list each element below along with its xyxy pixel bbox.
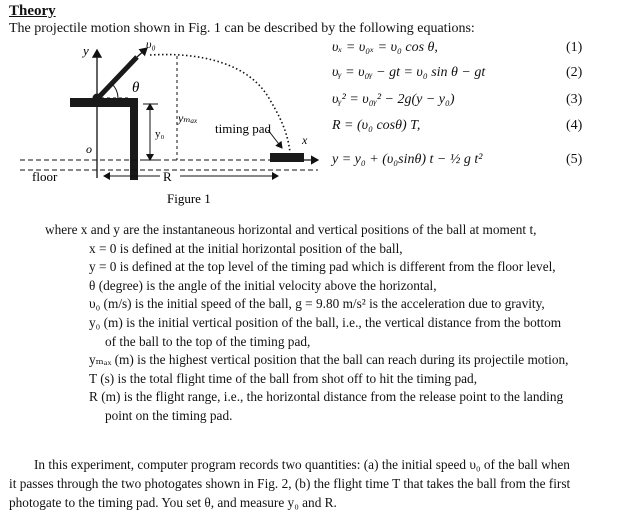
label-R: R	[163, 169, 172, 184]
label-ymax: yₘₐₓ	[178, 111, 198, 125]
equation-2: υᵧ = υ₀ᵧ − gt = υ₀ sin θ − gt	[332, 65, 486, 80]
timing-pad	[270, 153, 304, 162]
label-timing-pad: timing pad	[215, 121, 271, 136]
equation-1-number: (1)	[566, 40, 583, 55]
figure-caption: Figure 1	[167, 191, 211, 206]
equation-3-number: (3)	[566, 92, 583, 107]
definition-intro: where x and y are the instantaneous horizontal and vertical positions of the ball at moment t,	[45, 222, 537, 237]
label-x: x	[302, 133, 308, 147]
label-v0: υ₀	[146, 37, 156, 51]
definition-line: θ (degree) is the angle of the initial velocity above the horizontal,	[89, 277, 437, 293]
section-title: Theory	[9, 3, 56, 19]
trajectory-path	[150, 55, 290, 152]
definition-line: x = 0 is defined at the initial horizontal position of the ball,	[89, 240, 403, 256]
label-theta: θ	[132, 80, 140, 96]
paragraph-line: photogate to the timing pad. You set θ, and measure y₀ and R.	[9, 495, 337, 510]
equation-1: υₓ = υ₀ₓ = υ₀ cos θ,	[332, 40, 438, 55]
label-y: y	[83, 43, 89, 58]
equation-5-number: (5)	[566, 152, 583, 167]
equation-4: R = (υ₀ cosθ) T,	[332, 118, 421, 133]
definition-line: R (m) is the flight range, i.e., the horizontal distance from the release point to the landing	[89, 389, 564, 405]
definitions-block	[45, 221, 568, 426]
definition-line: υ₀ (m/s) is the initial speed of the ball, g = 9.80 m/s² is the acceleration due to gravity,	[89, 296, 545, 312]
experiment-paragraph	[9, 455, 570, 512]
definition-line: point on the timing pad.	[105, 407, 233, 423]
equation-3: υᵧ² = υ₀ᵧ² − 2g(y − y₀)	[332, 92, 455, 107]
definition-line: T (s) is the total flight time of the ball from shot off to hit the timing pad,	[89, 370, 478, 386]
definition-line: yₘₐₓ (m) is the highest vertical position that the ball can reach during its projectile motion,	[89, 352, 569, 368]
paragraph-line: it passes through the two photogates shown in Fig. 2, (b) the flight time T that takes the ball from the first	[9, 476, 571, 491]
ball	[93, 94, 102, 103]
label-origin: o	[86, 142, 92, 156]
label-floor: floor	[32, 169, 58, 184]
definition-line: y₀ (m) is the initial vertical position of the ball, i.e., the vertical distance from the bottom	[89, 314, 562, 330]
definition-line: of the ball to the top of the timing pad,	[105, 333, 311, 349]
platform-top	[70, 98, 136, 107]
platform-leg	[130, 98, 138, 180]
equation-5: y = y₀ + (υ₀sinθ) t − ½ g t²	[332, 152, 483, 167]
paragraph-line: In this experiment, computer program records two quantities: (a) the initial speed υ₀ of the ball when	[34, 457, 570, 472]
equation-2-number: (2)	[566, 65, 583, 80]
label-y0: y₀	[155, 128, 165, 140]
equation-4-number: (4)	[566, 118, 583, 133]
definition-line: y = 0 is defined at the top level of the timing pad which is different from the floor level,	[89, 259, 556, 275]
theta-arc	[112, 84, 118, 98]
intro-text: The projectile motion shown in Fig. 1 can be described by the following equations:	[9, 21, 475, 36]
